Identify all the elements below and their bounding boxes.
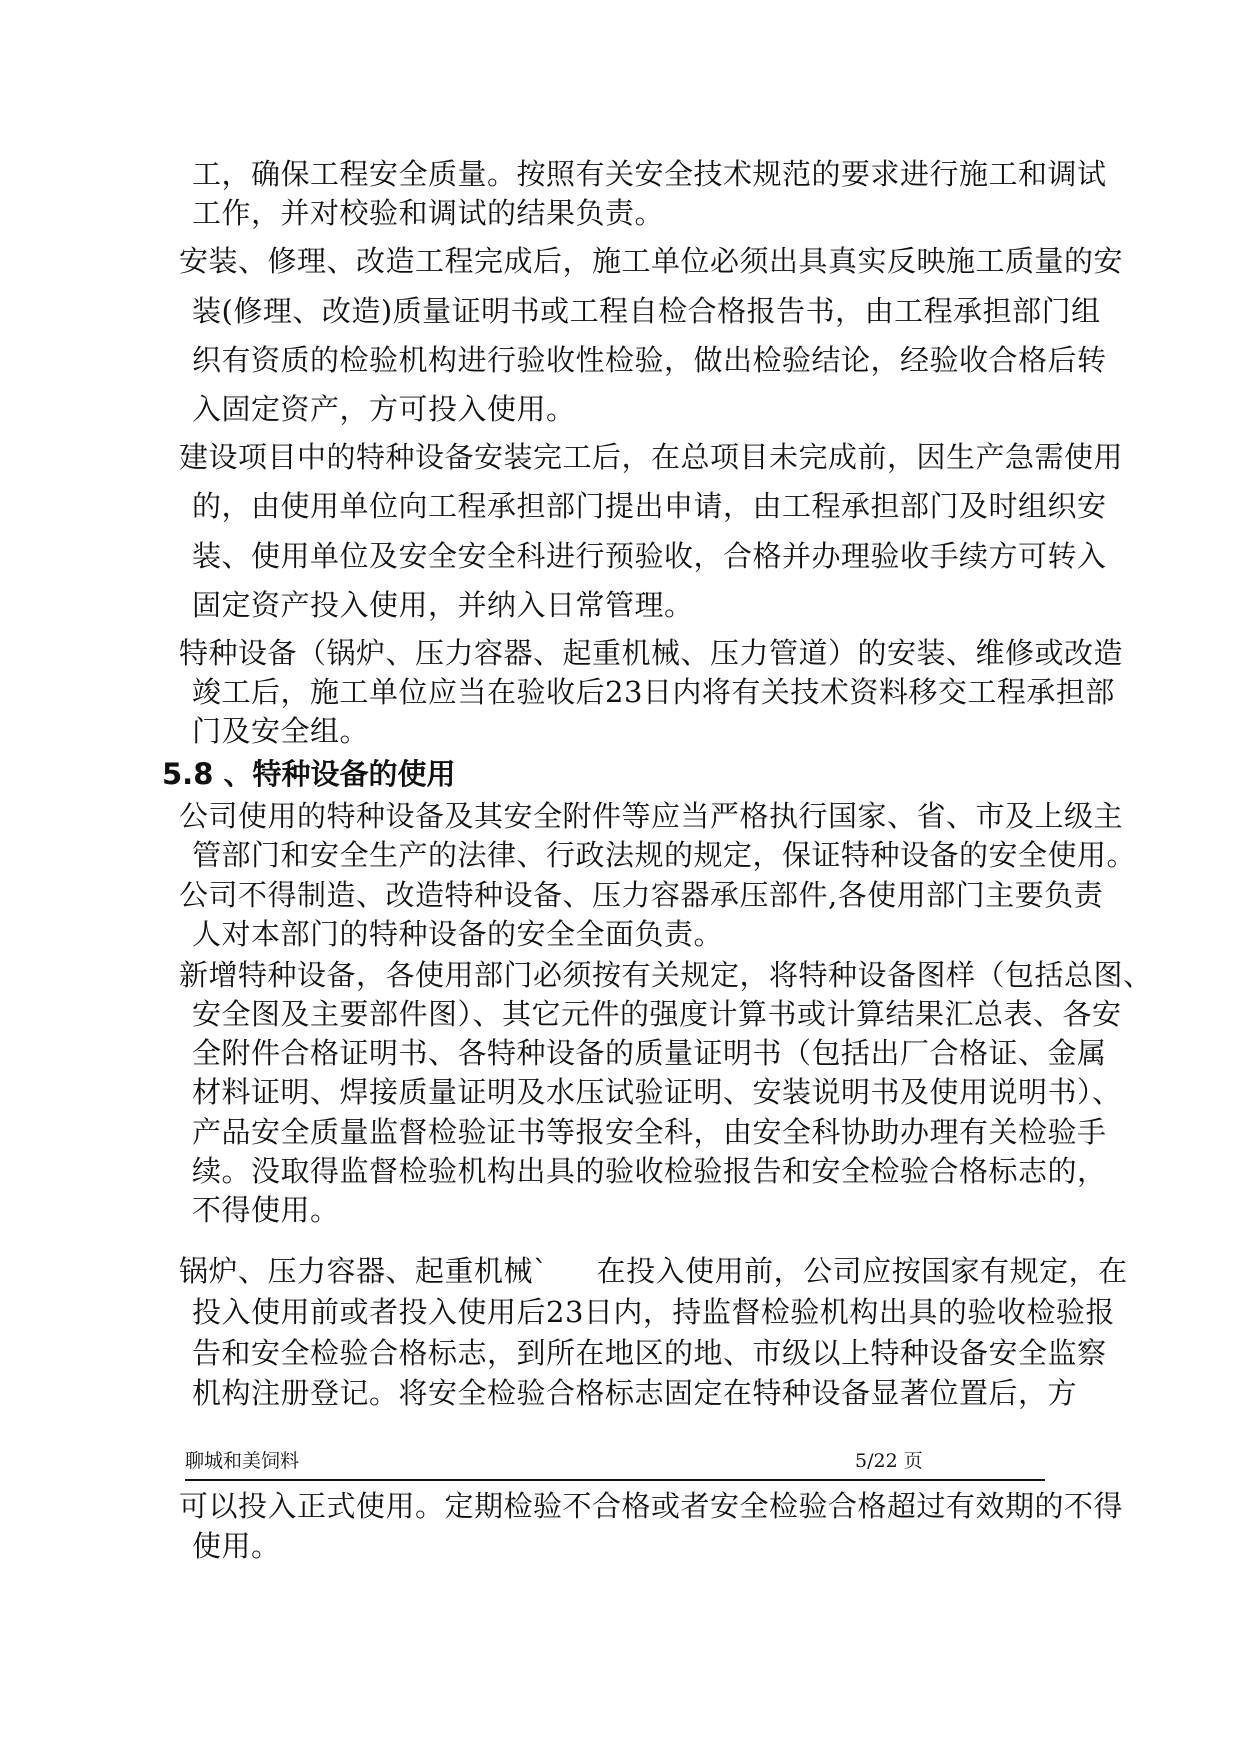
body-line: 机构注册登记。将安全检验合格标志固定在特种设备显著位置后，方: [192, 1376, 1078, 1410]
body-line: 建设项目中的特种设备安装完工后，在总项目未完成前，因生产急需使用: [179, 440, 1124, 474]
body-line: 材料证明、焊接质量证明及水压试验证明、安装说明书及使用说明书）、: [192, 1075, 1122, 1109]
body-line: 装(修理、改造)质量证明书或工程自检合格报告书，由工程承担部门组: [192, 294, 1101, 328]
body-line: 入固定资产，方可投入使用。: [192, 392, 576, 426]
body-line: 安全图及主要部件图）、其它元件的强度计算书或计算结果汇总表、各安: [192, 997, 1122, 1031]
body-line: 的，由使用单位向工程承担部门提出申请，由工程承担部门及时组织安: [192, 489, 1107, 523]
body-line: 工，确保工程安全质量。按照有关安全技术规范的要求进行施工和调试: [192, 157, 1107, 191]
body-line: 固定资产投入使用，并纳入日常管理。: [192, 588, 694, 622]
body-line: 装、使用单位及安全安全科进行预验收，合格并办理验收手续方可转入: [192, 539, 1107, 573]
body-line: 投入使用前或者投入使用后23日内，持监督检验机构出具的验收检验报: [192, 1295, 1115, 1329]
section-heading: 5.8 、特种设备的使用: [162, 757, 456, 791]
body-line: 产品安全质量监督检验证书等报安全科，由安全科协助办理有关检验手: [192, 1115, 1107, 1149]
body-line: 竣工后，施工单位应当在验收后23日内将有关技术资料移交工程承担部: [192, 675, 1115, 709]
body-line: 门及安全组。: [192, 714, 370, 748]
body-line: 可以投入正式使用。定期检验不合格或者安全检验合格超过有效期的不得: [179, 1489, 1124, 1523]
body-line: 特种设备（锅炉、压力容器、起重机械、压力管道）的安装、维修或改造: [179, 636, 1124, 670]
body-line: 使用。: [192, 1529, 281, 1563]
footer-company: 聊城和美饲料: [185, 1450, 300, 1472]
body-line: 续。没取得监督检验机构出具的验收检验报告和安全检验合格标志的，: [192, 1154, 1107, 1188]
body-line: 工作，并对校验和调试的结果负责。: [192, 196, 665, 230]
body-line: 织有资质的检验机构进行验收性检验，做出检验结论，经验收合格后转: [192, 343, 1107, 377]
body-line: 公司使用的特种设备及其安全附件等应当严格执行国家、省、市及上级主: [179, 799, 1124, 833]
body-line: 全附件合格证明书、各特种设备的质量证明书（包括出厂合格证、金属: [192, 1036, 1107, 1070]
body-line: 不得使用。: [192, 1193, 340, 1227]
body-line: 告和安全检验合格标志，到所在地区的地、市级以上特种设备安全监察: [192, 1336, 1107, 1370]
body-line: 新增特种设备，各使用部门必须按有关规定，将特种设备图样（包括总图、: [179, 958, 1153, 992]
body-line: 安装、修理、改造工程完成后，施工单位必须出具真实反映施工质量的安: [179, 244, 1124, 278]
footer-rule: [185, 1479, 1045, 1481]
body-line: 人对本部门的特种设备的安全全面负责。: [192, 917, 724, 951]
body-line: 公司不得制造、改造特种设备、压力容器承压部件,各使用部门主要负责: [179, 878, 1104, 912]
footer-page-number: 5/22 页: [855, 1450, 923, 1472]
body-line: 锅炉、压力容器、起重机械` 在投入使用前，公司应按国家有规定，在: [179, 1254, 1128, 1288]
body-line: 管部门和安全生产的法律、行政法规的规定，保证特种设备的安全使用。: [192, 838, 1137, 872]
